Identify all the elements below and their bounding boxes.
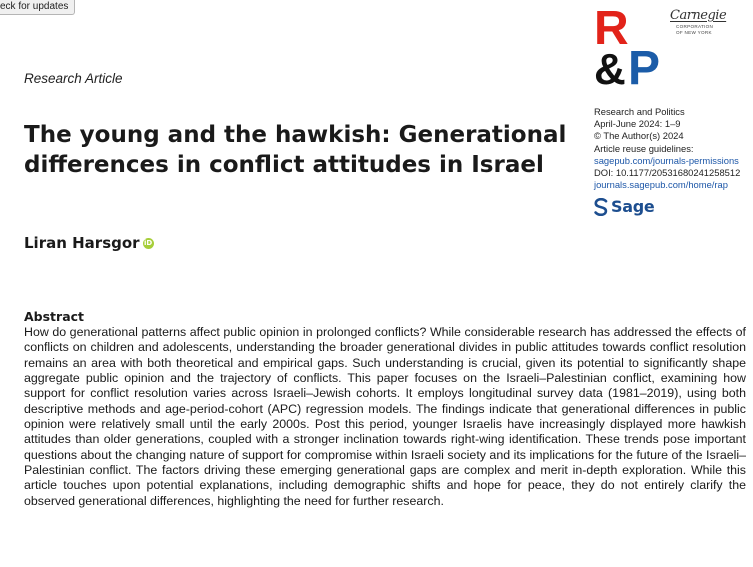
journal-home-link[interactable]: journals.sagepub.com/home/rap [594, 179, 728, 191]
sage-logo [594, 197, 654, 216]
carnegie-logo [670, 8, 742, 35]
article-type-label: Research Article [24, 71, 123, 86]
doi: DOI: 10.1177/20531680241258512 [594, 167, 741, 179]
carnegie-script: Carnegie [670, 8, 727, 23]
copyright: © The Author(s) 2024 [594, 130, 684, 142]
journal-name: Research and Politics [594, 106, 685, 117]
check-for-updates-button[interactable]: eck for updates [0, 0, 75, 15]
sage-wordmark: Sage [611, 197, 655, 216]
author-line [24, 234, 154, 252]
journal-issue: April-June 2024: 1–9 [594, 118, 681, 130]
abstract-heading: Abstract [24, 309, 85, 324]
logo-r: R [594, 4, 629, 55]
permissions-link[interactable]: sagepub.com/journals-permissions [594, 154, 739, 166]
sage-s-icon [594, 198, 608, 216]
abstract-body: How do generational patterns affect public opinion in prolonged conflicts? While considerable research has addressed the effects of conflicts on children and adolescents, understanding the broader generational divides in public attitudes towards conflict resolution remains an area with both theoretical and empirical gaps. Such understanding is crucial, given its potential to significantly shape aggregate public opinion and the trajectory of conflicts. This paper focuses on the Israeli–Palestinian conflict, examining how support for conflict resolution varies across Israeli–Jewish cohorts. It employs longitudinal survey data (1981–2019), using both descriptive methods and age-period-cohort (APC) regression models. The findings indicate that generational differences in public opinion were relatively small until the early 2000s. Post this period, younger Israelis have increasingly displayed more hawkish attitudes than older generations, coupled with a stronger inclination towards right-wing identification. These trends pose important questions about the changing nature of support for compromise within Israeli society and its implications for the future of the Israeli–Palestinian conflict. The factors driving these emerging generational gaps are complex and merit in-depth exploration. While this article touches upon potential explanations, including demographic shifts and hope for peace, they do not entirely clarify the observed generational differences, highlighting the need for further research. [24, 325, 746, 508]
carnegie-sub-1: CORPORATION [676, 24, 714, 29]
logo-amp: & [594, 45, 626, 88]
article-title: The young and the hawkish: Generational differences in conflict attitudes in Israel [24, 122, 567, 178]
reuse-guidelines-label: Article reuse guidelines: [594, 142, 694, 154]
orcid-icon[interactable]: iD [143, 238, 153, 247]
carnegie-sub-2: OF NEW YORK [676, 30, 712, 35]
logo-p: P [628, 42, 661, 88]
author-name: Liran Harsgor [24, 234, 140, 252]
research-and-politics-logo [594, 4, 670, 88]
journal-info [594, 106, 740, 191]
